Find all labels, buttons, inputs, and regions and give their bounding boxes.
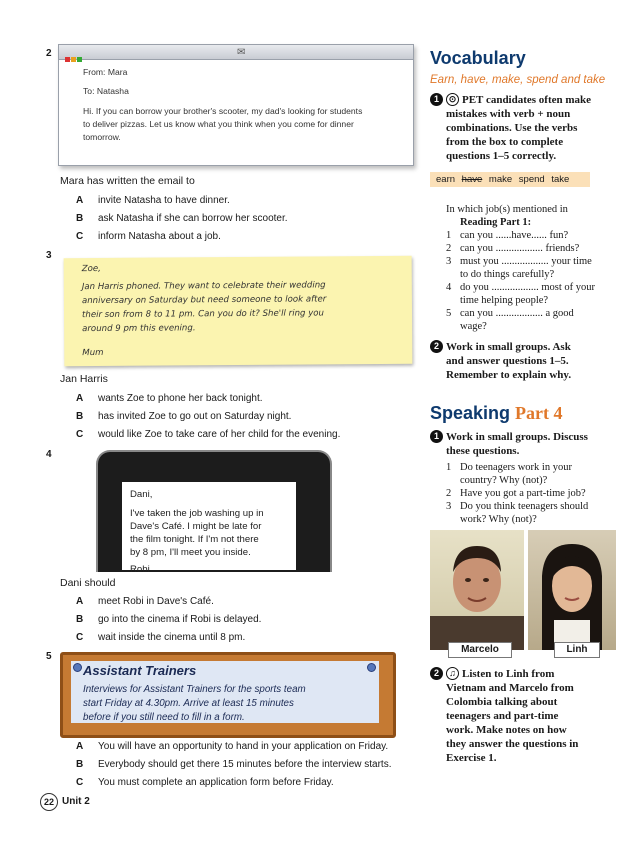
- q5-option-b[interactable]: B Everybody should get there 15 minutes before the interview starts.: [76, 759, 392, 770]
- note-sign: Mum: [82, 347, 104, 359]
- q5-option-a[interactable]: A You will have an opportunity to hand in your application on Friday.: [76, 741, 389, 752]
- notice-body: Interviews for Assistant Trainers for the sports team start Friday at 4.30pm. Arrive at least 15 minutes before if you still need to fill in a form.: [83, 684, 306, 723]
- note-body: Jan Harris phoned. They want to celebrate their wedding anniversary on Saturday but need someone to look after their son from 8 to 11 pm. Can you do it? She'll ring you around 9 pm this evening.: [81, 280, 327, 335]
- notice-paper: [71, 661, 379, 723]
- notice-title: Assistant Trainers: [83, 663, 197, 678]
- vocab-exercise-1: 1 ⊙ PET candidates often make mistakes with verb + noun combinations. Use the verbs from the box to complete questions 1–5 correctly.: [430, 93, 610, 163]
- q2-option-b[interactable]: B ask Natasha if she can borrow her scooter.: [76, 213, 288, 224]
- vocabulary-heading: Vocabulary: [430, 48, 526, 68]
- email-from-label: From:: [83, 67, 106, 77]
- speaking-item-2: 2 Have you got a part-time job?: [446, 488, 586, 499]
- vocabulary-subheading: Earn, have, make, spend and take: [430, 74, 606, 86]
- window-buttons: [65, 49, 83, 67]
- vocab-item-2: 2 can you .................. friends?: [446, 243, 580, 254]
- speaking-exercise-1: 1 Work in small groups. Discuss these questions.: [430, 430, 610, 458]
- text-sign: Robi: [130, 564, 150, 575]
- photo-linh: [528, 530, 616, 650]
- q2-stem: Mara has written the email to: [60, 175, 195, 187]
- vocab-exercise-2: 2 Work in small groups. Ask and answer questions 1–5. Remember to explain why.: [430, 340, 610, 382]
- page-number: 22: [40, 793, 58, 811]
- q4-option-b[interactable]: B go into the cinema if Robi is delayed.: [76, 614, 262, 625]
- label-marcelo: Marcelo: [448, 642, 512, 658]
- text-greeting: Dani,: [130, 489, 153, 500]
- question-number-5: 5: [46, 651, 52, 662]
- photo-marcelo: [430, 530, 524, 650]
- pin-icon: [73, 663, 82, 672]
- speaking-exercise-2: 2 ♫ Listen to Linh from Vietnam and Marcelo from Colombia talking about teenagers and part-time work. Make notes on how they answer the questions in Exercise 1.: [430, 667, 610, 765]
- email-to: Natasha: [96, 86, 129, 96]
- q3-option-c[interactable]: C would like Zoe to take care of her child for the evening.: [76, 429, 341, 440]
- vocab-item-1: 1 can you ......have...... fun?: [446, 230, 569, 241]
- unit-label: Unit 2: [62, 796, 90, 807]
- target-icon: ⊙: [446, 93, 459, 106]
- sticky-note: [64, 256, 413, 366]
- phone-screen: Dani, I've taken the job washing up in Dave's Café. I might be late for the film tonight. If I'm not there by 8 pm, I'll meet you inside. Robi: [122, 482, 296, 570]
- email-from: Mara: [107, 67, 128, 77]
- mobile-phone: [96, 450, 332, 575]
- label-linh: Linh: [554, 642, 600, 658]
- question-number-3: 3: [46, 250, 52, 261]
- vocab-intro: In which job(s) mentioned in Reading Part 1:: [446, 204, 568, 228]
- vocab-item-3: 3 must you .................. your time to do things carefully?: [446, 256, 592, 280]
- word-box: earn have make spend take: [430, 172, 590, 187]
- question-number-2: 2: [46, 48, 52, 59]
- q4-option-c[interactable]: C wait inside the cinema until 8 pm.: [76, 632, 246, 643]
- pin-icon: [367, 663, 376, 672]
- speaking-item-1: 1 Do teenagers work in your country? Why (not)?: [446, 462, 572, 486]
- email-to-label: To:: [83, 86, 95, 96]
- q4-stem: Dani should: [60, 577, 116, 589]
- envelope-icon: ✉: [237, 47, 246, 58]
- headphones-icon: ♫: [446, 667, 459, 680]
- email-title-bar: [59, 45, 413, 60]
- question-number-4: 4: [46, 449, 52, 460]
- speaking-heading: Speaking Part 4: [430, 403, 563, 423]
- q3-stem: Jan Harris: [60, 373, 108, 385]
- notice-board: [60, 652, 396, 738]
- q2-option-a[interactable]: A invite Natasha to have dinner.: [76, 195, 230, 206]
- email-body: Hi. If you can borrow your brother's scooter, my dad's looking for students to deliver pizzas. Let us know what you think when you come for dinner tomorrow.: [83, 106, 363, 142]
- vocab-item-4: 4 do you .................. most of your time helping people?: [446, 282, 596, 306]
- speaking-item-3: 3 Do you think teenagers should work? Why (not)?: [446, 501, 589, 525]
- email-window: [58, 44, 414, 166]
- q2-option-c[interactable]: C inform Natasha about a job.: [76, 231, 221, 242]
- q3-option-a[interactable]: A wants Zoe to phone her back tonight.: [76, 393, 263, 404]
- q4-option-a[interactable]: A meet Robi in Dave's Café.: [76, 596, 214, 607]
- vocab-item-5: 5 can you .................. a good wage?: [446, 308, 574, 332]
- note-greeting: Zoe,: [81, 263, 101, 275]
- q3-option-b[interactable]: B has invited Zoe to go out on Saturday night.: [76, 411, 292, 422]
- q5-option-c[interactable]: C You must complete an application form before Friday.: [76, 777, 334, 788]
